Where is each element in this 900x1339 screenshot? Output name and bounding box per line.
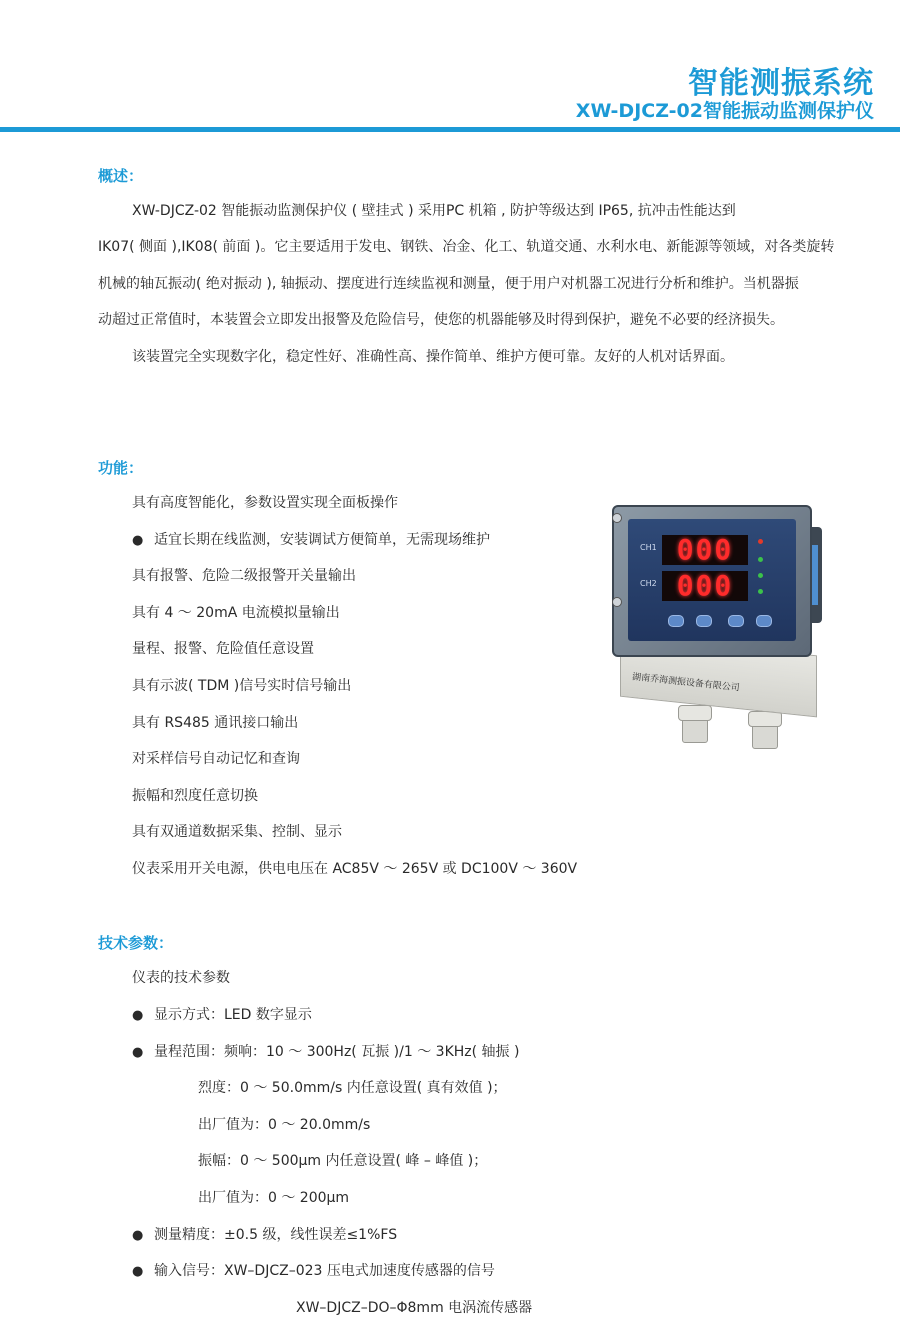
overview-line-1: XW-DJCZ-02 智能振动监测保护仪 ( 壁挂式 ) 采用PC 机箱 , 防护等级达到 IP65, 抗冲击性能达到 (132, 203, 736, 219)
tech-row-text: 出厂值为：0 ～ 20.0mm/s (198, 1116, 371, 1133)
channel-1-display: 000 (662, 535, 748, 565)
screw-icon (612, 513, 622, 523)
bullet-icon: ● (132, 1227, 144, 1243)
function-item-text: 具有 RS485 通讯接口输出 (132, 714, 299, 731)
bullet-icon: ● (132, 1264, 144, 1280)
device-front-panel (628, 519, 796, 641)
menu-button[interactable] (728, 615, 744, 627)
gland-nut-right (748, 711, 782, 727)
tech-row-text: 量程范围：频响：10 ～ 300Hz( 瓦振 )/1 ～ 3KHz( 轴振 ) (154, 1043, 520, 1060)
tech-row (132, 1226, 397, 1245)
tech-heading: 技术参数： (98, 934, 174, 952)
bullet-icon: ● (132, 1044, 144, 1060)
status-led-icon (758, 557, 763, 562)
gland-nut-left (678, 705, 712, 721)
overview-line-3: 机械的轴瓦振动( 绝对振动 ), 轴振动、摆度进行连续监视和测量，便于用户对机器工况进行分析和维护。当机器振 (98, 276, 799, 292)
tech-row (198, 1152, 487, 1170)
function-item (132, 640, 314, 658)
tech-row-text: 输入信号：XW–DJCZ–023 压电式加速度传感器的信号 (154, 1263, 495, 1280)
tech-row-text: 测量精度：±0.5 级，线性误差≤1%FS (154, 1226, 398, 1243)
function-item-text: 适宜长期在线监测，安装调试方便简单，无需现场维护 (154, 531, 490, 548)
function-item (132, 750, 300, 768)
enter-button[interactable] (756, 615, 772, 627)
left-arrow-button[interactable] (668, 615, 684, 627)
tech-row (198, 1079, 507, 1097)
function-item (132, 787, 258, 805)
function-item-text: 具有高度智能化，参数设置实现全面板操作 (132, 495, 398, 511)
status-led-icon (758, 589, 763, 594)
tech-intro: 仪表的技术参数 (132, 970, 230, 986)
header-divider (0, 127, 900, 132)
function-item (132, 860, 577, 878)
tech-row-text: 振幅：0 ～ 500μm 内任意设置( 峰 – 峰值 )； (198, 1153, 488, 1170)
tech-row (132, 1043, 519, 1062)
header-subtitle: XW-DJCZ-02智能振动监测保护仪 (575, 100, 874, 122)
tech-row-text: 烈度：0 ～ 50.0mm/s 内任意设置( 真有效值 )； (198, 1080, 507, 1097)
function-item-text: 量程、报警、危险值任意设置 (132, 641, 314, 658)
function-item-text: 具有双通道数据采集、控制、显示 (132, 824, 342, 841)
device-cover (612, 505, 812, 657)
function-item (132, 604, 340, 622)
function-item (132, 531, 490, 550)
status-led-icon (758, 573, 763, 578)
bullet-icon: ● (132, 532, 144, 548)
tech-row-text: 显示方式：LED 数字显示 (154, 1007, 312, 1023)
function-item-text: 具有报警、危险二级报警开关量输出 (132, 568, 356, 585)
function-item (132, 567, 356, 585)
function-item (132, 823, 342, 841)
tech-row (132, 1262, 495, 1281)
right-arrow-button[interactable] (696, 615, 712, 627)
function-item-text: 具有 4 ～ 20mA 电流模拟量输出 (132, 604, 340, 621)
function-item-text: 对采样信号自动记忆和查询 (132, 751, 300, 768)
tech-row (296, 1299, 532, 1317)
tech-row (198, 1116, 370, 1134)
overview-line-2: IK07( 侧面 ),IK08( 前面 )。它主要适用于发电、钢铁、冶金、化工、轨道交通、水利水电、新能源等领域，对各类旋转 (98, 239, 835, 255)
function-item (132, 677, 351, 695)
channel-1-label: CH1 (640, 543, 657, 552)
overview-line-5: 该装置完全实现数字化，稳定性好、准确性高、操作简单、维护方便可靠。友好的人机对话界面。 (132, 349, 734, 365)
device-brand-label: 湖南乔海测振设备有限公司 (631, 672, 741, 694)
header-title: 智能测振系统 (688, 66, 874, 101)
overview-line-4: 动超过正常值时，本装置会立即发出报警及危险信号，使您的机器能够及时得到保护，避免不必要的经济损失。 (98, 312, 784, 328)
function-item-text: 仪表采用开关电源，供电电压在 AC85V ～ 265V 或 DC100V ～ 360V (132, 861, 578, 877)
tech-row-text: 出厂值为：0 ～ 200μm (198, 1190, 350, 1206)
function-item (132, 494, 398, 512)
function-item-text: 具有示波( TDM )信号实时信号输出 (132, 678, 352, 694)
function-item-text: 振幅和烈度任意切换 (132, 787, 258, 804)
tech-row-text: XW–DJCZ–DO–Φ8mm 电涡流传感器 (296, 1299, 533, 1316)
tech-row (132, 1006, 312, 1025)
device-photo (612, 505, 832, 755)
functions-heading: 功能： (98, 459, 144, 477)
channel-2-display: 000 (662, 571, 748, 601)
overview-heading: 概述： (98, 167, 144, 185)
screw-icon (612, 597, 622, 607)
channel-2-label: CH2 (640, 579, 657, 588)
tech-row (198, 1189, 349, 1207)
function-item (132, 714, 298, 732)
bullet-icon: ● (132, 1008, 144, 1023)
alarm-led-icon (758, 539, 763, 544)
